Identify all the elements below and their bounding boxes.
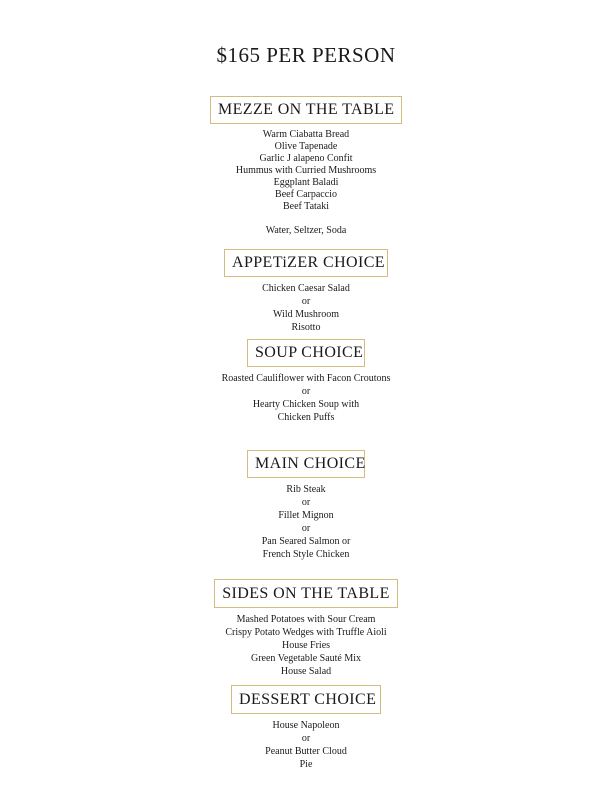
menu-item: Peanut Butter Cloud (265, 746, 347, 757)
dessert-items (0, 719, 612, 771)
menu-item: or (301, 497, 311, 508)
spacer (0, 213, 612, 225)
soup-items (0, 372, 612, 424)
menu-item: Chicken Puffs (277, 412, 335, 423)
menu-item: Pie (299, 759, 313, 770)
menu-item: Beef Tataki (282, 201, 330, 212)
menu-item: House Napoleon (272, 720, 340, 731)
menu-item: Fillet Mignon (278, 510, 334, 521)
mezze-items (0, 129, 612, 237)
appetizer-items (0, 282, 612, 334)
menu-item: Eggplant Baladi (273, 177, 339, 188)
section-header-main: MAIN CHOICE (247, 450, 365, 478)
menu-item: or (301, 296, 311, 307)
menu-item: Crispy Potato Wedges with Truffle Aioli (225, 627, 387, 638)
menu-item: Olive Tapenade (274, 141, 338, 152)
menu-item: Wild Mushroom (273, 309, 339, 320)
menu-item: Mashed Potatoes with Sour Cream (236, 614, 376, 625)
menu-item: Risotto (291, 322, 321, 333)
section-header-mezze: MEZZE ON THE TABLE (210, 96, 402, 124)
section-header-dessert: DESSERT CHOICE (231, 685, 381, 714)
sides-items (0, 613, 612, 678)
menu-item: House Salad (280, 666, 332, 677)
section-header-soup: SOUP CHOICE (247, 339, 365, 367)
menu-item: Garlic J alapeno Confit (259, 153, 353, 164)
price-heading: $165 PER PERSON (216, 43, 396, 67)
section-header-sides: SIDES ON THE TABLE (214, 579, 398, 608)
menu-item: Chicken Caesar Salad (262, 283, 350, 294)
menu-item: Hearty Chicken Soup with (252, 399, 360, 410)
menu-item: Rib Steak (286, 484, 326, 495)
menu-item: Beef Carpaccio (275, 189, 337, 200)
menu-item: or (301, 733, 311, 744)
menu-item: or (301, 386, 311, 397)
menu-item: French Style Chicken (262, 549, 350, 560)
menu-item: Roasted Cauliflower with Facon Croutons (221, 373, 391, 384)
menu-item: House Fries (281, 640, 331, 651)
section-header-appetizer: APPETiZER CHOICE (224, 249, 388, 277)
menu-item: Hummus with Curried Mushrooms (235, 165, 377, 176)
menu-item: Pan Seared Salmon or (261, 536, 351, 547)
menu-item: or (301, 523, 311, 534)
drinks-item: Water, Seltzer, Soda (265, 225, 347, 236)
menu-item: Warm Ciabatta Bread (262, 129, 350, 140)
main-items (0, 483, 612, 561)
menu-item: Green Vegetable Sauté Mix (250, 653, 362, 664)
